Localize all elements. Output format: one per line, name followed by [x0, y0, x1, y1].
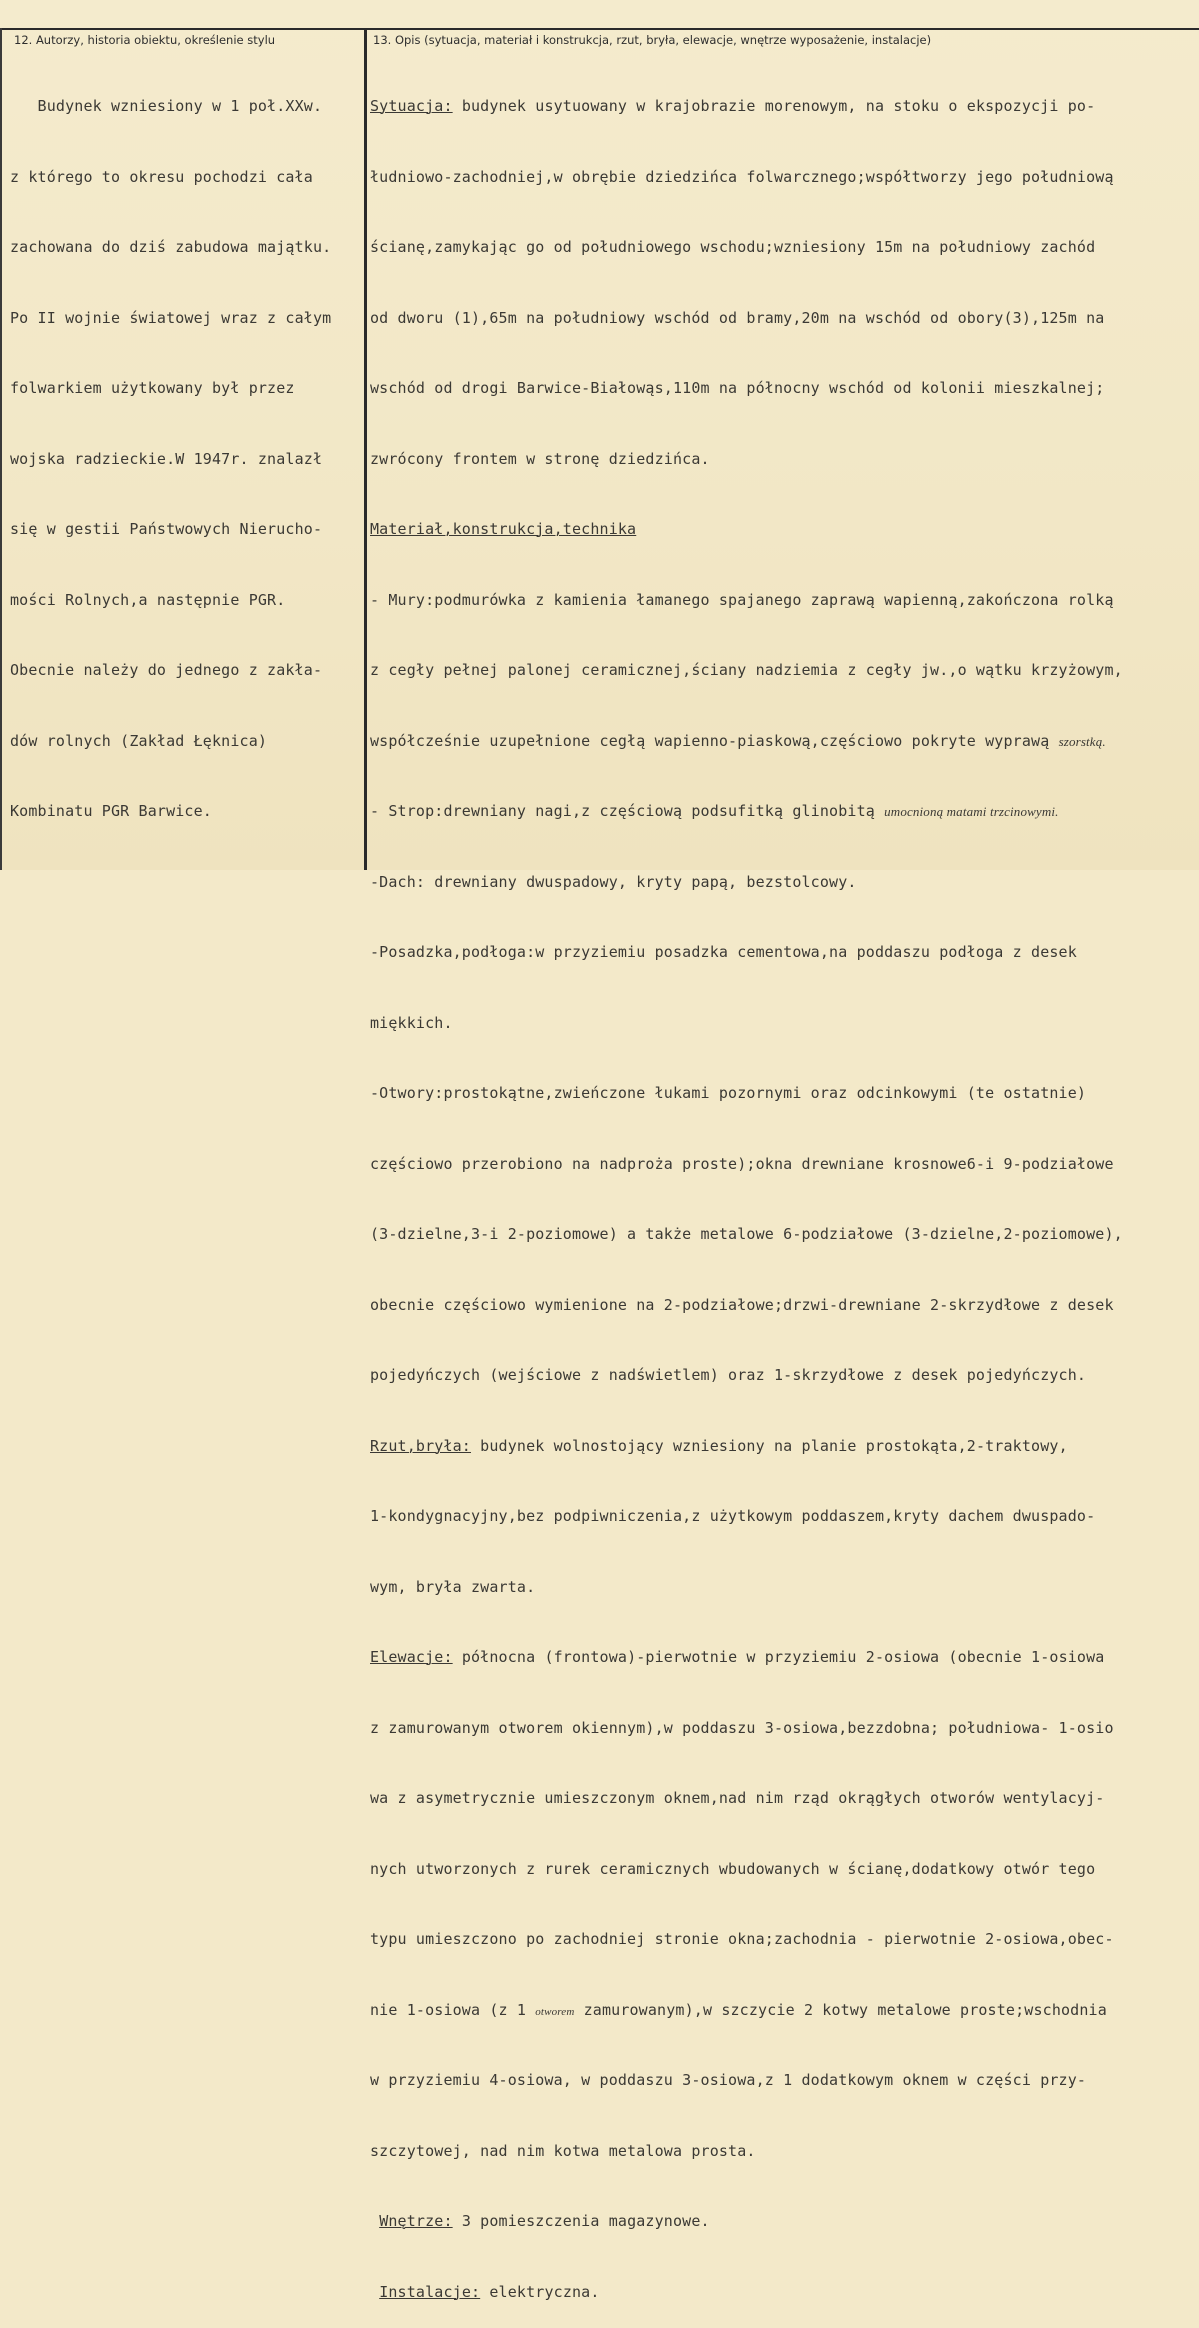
text-line: obecnie częściowo wymienione na 2-podziałowe;drzwi-drewniane 2-skrzydłowe z desek [370, 1295, 1114, 1314]
text-line: w przyziemiu 4-osiowa, w poddaszu 3-osiowa,z 1 dodatkowym oknem w części przy- [370, 2071, 1087, 2089]
text-line [370, 730, 1196, 754]
text-line: wschód od drogi Barwice-Białowąs,110m na północny wschód od kolonii mieszkalnej; [370, 379, 1105, 397]
text-line: z cegły pełnej palonej ceramicznej,ściany nadziemia z cegły jw.,o wątku krzyżowym, [370, 661, 1123, 679]
line-text: północna (frontowa)-pierwotnie w przyziemiu 2-osiowa (obecnie 1-osiowa [452, 1648, 1105, 1666]
text-line: -Posadzka,podłoga:w przyziemiu posadzka cementowa,na poddaszu podłoga z desek [370, 943, 1077, 961]
section-heading-instalacje: Instalacje: [379, 2282, 481, 2301]
description-text [370, 48, 1196, 2328]
text-line [370, 518, 1196, 542]
text-line: Budynek wzniesiony w 1 poł.XXw. [10, 97, 323, 115]
text-line: z zamurowanym otworem okiennym),w poddaszu 3-osiowa,bezzdobna; południowa- 1-osio [370, 1718, 1114, 1737]
text-line [370, 1435, 1196, 1459]
header-rule [0, 28, 1199, 30]
section-heading-wnetrze: Wnętrze: [379, 2212, 453, 2230]
section-heading-rzut: Rzut,bryła: [370, 1436, 471, 1455]
section-heading-elewacje: Elewacje: [370, 1648, 453, 1666]
text-line: - Mury:podmurówka z kamienia łamanego spajanego zaprawą wapienną,zakończona rolką [370, 590, 1114, 609]
text-line: wa z asymetrycznie umieszczonym oknem,nad nim rząd okrągłych otworów wentylacyj- [370, 1789, 1105, 1807]
left-border [0, 28, 2, 870]
text-line [370, 1999, 1196, 2023]
left-column-header: 12. Autorzy, historia obiektu, określenie stylu [14, 33, 276, 47]
text-line [370, 2210, 1196, 2234]
section-heading-sytuacja: Sytuacja: [370, 97, 453, 115]
history-text [10, 48, 362, 847]
line-text: elektryczna. [480, 2282, 600, 2301]
text-line: częściowo przerobiono na nadproża proste);okna drewniane krosnowe6-i 9-podziałowe [370, 1154, 1114, 1173]
text-line: mości Rolnych,a następnie PGR. [10, 590, 286, 609]
line-text: budynek usytuowany w krajobrazie morenowym, na stoku o ekspozycji po- [452, 97, 1096, 115]
text-line: zachowana do dziś zabudowa majątku. [10, 238, 332, 256]
text-line: Po II wojnie światowej wraz z całym [10, 308, 332, 327]
line-text: współcześnie uzupełnione cegłą wapienno-piaskową,częściowo pokryte wyprawą [370, 731, 1059, 750]
right-column-header: 13. Opis (sytuacja, materiał i konstrukcja, rzut, bryła, elewacje, wnętrze wyposażenie, instalacje) [373, 33, 932, 47]
text-line: miękkich. [370, 1013, 453, 1032]
text-line: -Dach: drewniany dwuspadowy, kryty papą, bezstolcowy. [370, 872, 857, 891]
text-line: Obecnie należy do jednego z zakła- [10, 661, 323, 679]
text-line: się w gestii Państwowych Nierucho- [10, 520, 323, 538]
text-line: -Otwory:prostokątne,zwieńczone łukami pozornymi oraz odcinkowymi (te ostatnie) [370, 1084, 1087, 1102]
column-divider [364, 28, 367, 870]
text-line: od dworu (1),65m na południowy wschód od bramy,20m na wschód od obory(3),125m na [370, 308, 1105, 327]
text-line: wojska radzieckie.W 1947r. znalazł [10, 449, 323, 468]
line-text: zamurowanym),w szczycie 2 kotwy metalowe proste;wschodnia [574, 2000, 1107, 2019]
text-line [370, 800, 1196, 824]
line-text: nie 1-osiowa (z 1 [370, 2000, 536, 2019]
text-line: pojedyńczych (wejściowe z nadświetlem) oraz 1-skrzydłowe z desek pojedyńczych. [370, 1366, 1087, 1384]
text-line: szczytowej, nad nim kotwa metalowa prosta. [370, 2141, 756, 2160]
section-heading-material: Materiał,konstrukcja,technika [370, 520, 637, 538]
text-line: zwrócony frontem w stronę dziedzińca. [370, 449, 710, 468]
text-line [370, 95, 1196, 119]
line-text: - Strop:drewniany nagi,z częściową podsufitką glinobitą [370, 802, 885, 820]
text-line: dów rolnych (Zakład Łęknica) [10, 731, 268, 750]
text-line [370, 1646, 1196, 1670]
text-line: wym, bryła zwarta. [370, 1577, 536, 1596]
handwritten-insert: otworem [535, 2005, 575, 2018]
text-line: ścianę,zamykając go od południowego wschodu;wzniesiony 15m na południowy zachód [370, 238, 1096, 256]
text-line: z którego to okresu pochodzi cała [10, 167, 313, 186]
text-line: łudniowo-zachodniej,w obrębie dziedzińca folwarcznego;współtworzy jego południową [370, 167, 1114, 186]
text-line [370, 2281, 1196, 2305]
text-line: typu umieszczono po zachodniej stronie okna;zachodnia - pierwotnie 2-osiowa,obec- [370, 1930, 1114, 1948]
text-line: folwarkiem użytkowany był przez [10, 379, 295, 397]
handwritten-insert: umocnioną matami trzcinowymi. [884, 804, 1059, 819]
handwritten-insert: szorstką. [1058, 733, 1106, 749]
line-text: budynek wolnostojący wzniesiony na planie prostokąta,2-traktowy, [471, 1436, 1068, 1455]
text-line: 1-kondygnacyjny,bez podpiwniczenia,z użytkowym poddaszem,kryty dachem dwuspado- [370, 1507, 1096, 1525]
text-line: (3-dzielne,3-i 2-poziomowe) a także metalowe 6-podziałowe (3-dzielne,2-poziomowe), [370, 1225, 1123, 1243]
text-line: Kombinatu PGR Barwice. [10, 802, 212, 820]
text-line: nych utworzonych z rurek ceramicznych wbudowanych w ścianę,dodatkowy otwór tego [370, 1859, 1096, 1878]
line-text: 3 pomieszczenia magazynowe. [452, 2212, 710, 2230]
